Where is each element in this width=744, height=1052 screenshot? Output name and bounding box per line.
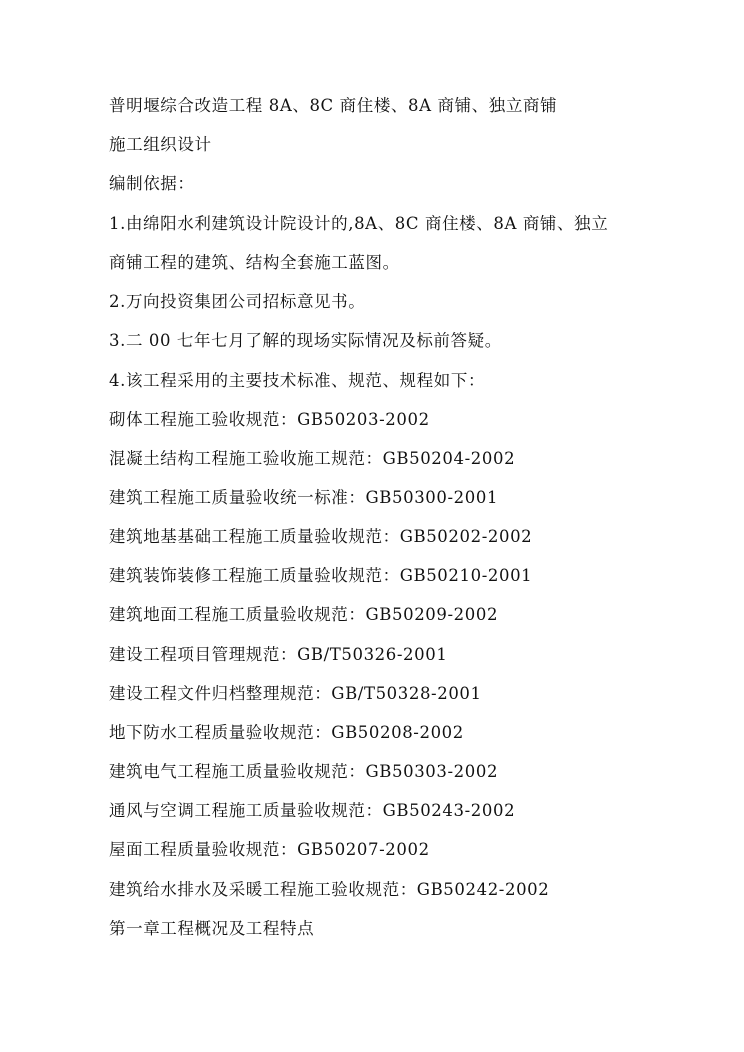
standard-item: 通风与空调工程施工质量验收规范：GB50243-2002: [109, 801, 516, 820]
standard-item: 建筑地面工程施工质量验收规范：GB50209-2002: [109, 605, 499, 624]
standard-item: 建设工程项目管理规范：GB/T50326-2001: [109, 645, 448, 664]
basis-item-2: 2.万向投资集团公司招标意见书。: [109, 292, 366, 311]
document-title-line-2: 施工组织设计: [109, 135, 212, 154]
standard-item: 建筑给水排水及采暖工程施工验收规范：GB50242-2002: [109, 880, 550, 899]
standard-item: 建筑电气工程施工质量验收规范：GB50303-2002: [109, 762, 499, 781]
standard-item: 建设工程文件归档整理规范：GB/T50328-2001: [109, 684, 482, 703]
standard-item: 混凝土结构工程施工验收施工规范：GB50204-2002: [109, 449, 516, 468]
standard-item: 建筑工程施工质量验收统一标准：GB50300-2001: [109, 488, 499, 507]
basis-item-3: 3.二 00 七年七月了解的现场实际情况及标前答疑。: [109, 331, 502, 350]
standard-item: 建筑装饰装修工程施工质量验收规范：GB50210-2001: [109, 566, 533, 585]
standard-item: 砌体工程施工验收规范：GB50203-2002: [109, 410, 430, 429]
standard-item: 地下防水工程质量验收规范：GB50208-2002: [109, 723, 464, 742]
chapter-1-heading: 第一章工程概况及工程特点: [109, 919, 315, 938]
basis-item-4: 4.该工程采用的主要技术标准、规范、规程如下：: [109, 371, 486, 390]
basis-heading: 编制依据：: [109, 174, 195, 193]
standard-item: 屋面工程质量验收规范：GB50207-2002: [109, 840, 430, 859]
basis-item-1-line-1: 1.由绵阳水利建筑设计院设计的,8A、8C 商住楼、8A 商铺、独立: [109, 214, 609, 233]
basis-item-1-line-2: 商铺工程的建筑、结构全套施工蓝图。: [109, 253, 400, 272]
document-title-line-1: 普明堰综合改造工程 8A、8C 商住楼、8A 商铺、独立商铺: [109, 96, 558, 115]
standard-item: 建筑地基基础工程施工质量验收规范：GB50202-2002: [109, 527, 533, 546]
